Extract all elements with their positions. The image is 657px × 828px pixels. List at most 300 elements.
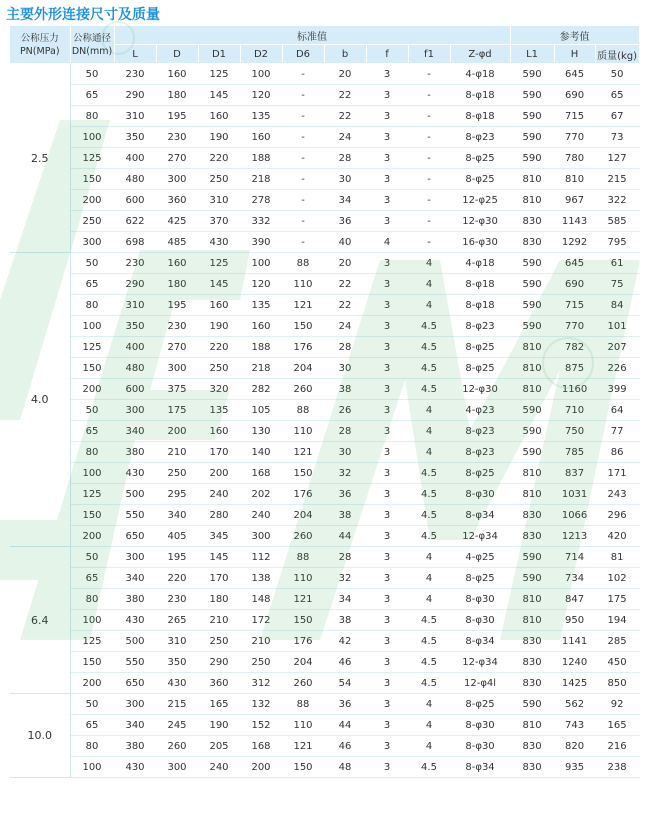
table-cell: 830 [510,757,554,778]
table-cell: 160 [156,253,198,274]
table-cell: 145 [198,85,240,106]
column-header: 质量(kg) [595,45,639,64]
table-cell: 715 [554,295,595,316]
table-row [10,295,639,316]
table-cell: 715 [554,106,595,127]
table-cell: 46 [324,736,366,757]
table-cell: 8-φ34 [450,631,510,652]
table-cell: 4 [408,400,450,421]
table-cell: 218 [240,169,282,190]
table-cell: 698 [114,232,156,253]
table-cell: 210 [240,631,282,652]
table-cell: 240 [198,484,240,505]
table-cell: 430 [156,673,198,694]
table-cell: 810 [510,484,554,505]
table-cell: 300 [156,169,198,190]
table-cell: 218 [240,358,282,379]
dn-cell: 200 [70,190,114,211]
table-cell: 22 [324,274,366,295]
table-cell: 1066 [554,505,595,526]
table-cell: 30 [324,358,366,379]
table-cell: 132 [240,694,282,715]
table-cell: 770 [554,316,595,337]
table-cell: 430 [114,757,156,778]
table-cell: 110 [282,421,324,442]
table-cell: 150 [282,757,324,778]
table-cell: 92 [595,694,639,715]
table-cell: 260 [156,736,198,757]
table-cell: 220 [156,568,198,589]
dn-cell: 125 [70,148,114,169]
column-header: f1 [408,45,450,64]
table-cell: 165 [595,715,639,736]
table-cell: 48 [324,757,366,778]
table-cell: 8-φ23 [450,442,510,463]
table-cell: 135 [240,106,282,127]
dn-cell: 65 [70,421,114,442]
table-cell: 1425 [554,673,595,694]
table-cell: 295 [156,484,198,505]
table-cell: 282 [240,379,282,400]
table-cell: 710 [554,400,595,421]
table-cell: 810 [510,589,554,610]
table-cell: 20 [324,253,366,274]
table-cell: 32 [324,568,366,589]
table-cell: 12-φ30 [450,379,510,400]
table-cell: 3 [366,316,408,337]
table-cell: 180 [156,274,198,295]
dn-cell: 65 [70,715,114,736]
table-cell: 205 [198,736,240,757]
table-row [10,715,639,736]
page-title: 主要外形连接尺寸及质量 [6,7,160,23]
table-cell: 195 [156,106,198,127]
table-cell: 300 [114,694,156,715]
table-cell: 150 [282,316,324,337]
table-cell: 4.5 [408,652,450,673]
table-cell: 61 [595,253,639,274]
table-cell: 8-φ25 [450,337,510,358]
table-cell: 101 [595,316,639,337]
table-cell: 110 [282,274,324,295]
table-row [10,568,639,589]
dn-cell: 250 [70,211,114,232]
table-cell: 165 [198,694,240,715]
table-cell: 300 [156,757,198,778]
table-cell: 176 [282,484,324,505]
table-cell: 230 [156,589,198,610]
table-cell: 46 [324,652,366,673]
table-cell: 4.5 [408,463,450,484]
table-cell: 400 [114,148,156,169]
table-cell: - [408,85,450,106]
table-cell: 250 [198,358,240,379]
table-cell: 175 [156,400,198,421]
table-cell: - [282,169,324,190]
table-cell: 194 [595,610,639,631]
table-cell: 590 [510,127,554,148]
table-cell: 88 [282,547,324,568]
table-cell: 480 [114,358,156,379]
table-cell: 22 [324,295,366,316]
table-row [10,358,639,379]
table-cell: 830 [510,652,554,673]
table-cell: 210 [198,610,240,631]
table-row [10,169,639,190]
dn-cell: 80 [70,295,114,316]
table-cell: 3 [366,652,408,673]
table-cell: 285 [595,631,639,652]
table-cell: 810 [510,358,554,379]
table-cell: 1031 [554,484,595,505]
table-cell: 8-φ34 [450,505,510,526]
table-cell: 204 [282,505,324,526]
table-cell: 127 [595,148,639,169]
table-cell: 380 [114,442,156,463]
dn-cell: 200 [70,673,114,694]
dn-cell: 100 [70,610,114,631]
table-cell: 4.5 [408,337,450,358]
table-cell: 4 [408,421,450,442]
pressure-cell: 6.4 [10,547,70,694]
table-cell: 734 [554,568,595,589]
table-cell: 3 [366,421,408,442]
table-cell: 24 [324,127,366,148]
table-cell: 12-φ25 [450,190,510,211]
table-cell: 590 [510,295,554,316]
table-cell: 430 [114,463,156,484]
table-cell: 400 [114,337,156,358]
table-cell: 810 [510,715,554,736]
table-cell: 4 [408,547,450,568]
table-cell: 3 [366,442,408,463]
table-cell: 30 [324,442,366,463]
table-cell: 8-φ25 [450,148,510,169]
table-cell: 1160 [554,379,595,400]
table-cell: 350 [114,127,156,148]
table-cell: 290 [114,274,156,295]
table-cell: 590 [510,253,554,274]
table-cell: 430 [114,610,156,631]
table-cell: 138 [240,568,282,589]
table-cell: - [282,232,324,253]
table-cell: 3 [366,190,408,211]
table-cell: 830 [510,211,554,232]
header-dn: 公称通径 DN(mm) [70,26,114,64]
table-cell: 622 [114,211,156,232]
table-cell: 340 [114,715,156,736]
table-cell: 270 [156,148,198,169]
table-cell: 215 [156,694,198,715]
dn-cell: 100 [70,463,114,484]
table-cell: 430 [198,232,240,253]
table-cell: 550 [114,505,156,526]
dn-cell: 50 [70,694,114,715]
table-cell: 12-φ4l [450,673,510,694]
table-cell: 4 [408,694,450,715]
table-cell: 830 [510,736,554,757]
table-cell: 112 [240,547,282,568]
table-cell: 770 [554,127,595,148]
table-cell: 3 [366,463,408,484]
table-cell: 8-φ25 [450,169,510,190]
dn-cell: 65 [70,568,114,589]
table-cell: 172 [240,610,282,631]
table-cell: 300 [156,358,198,379]
table-cell: 240 [240,505,282,526]
table-row [10,442,639,463]
table-cell: 8-φ30 [450,484,510,505]
table-cell: 8-φ23 [450,316,510,337]
table-cell: 830 [510,526,554,547]
table-cell: 88 [282,253,324,274]
table-cell: 600 [114,190,156,211]
table-cell: 780 [554,148,595,169]
table-row [10,379,639,400]
table-cell: 245 [156,715,198,736]
table-row [10,64,639,85]
table-cell: 8-φ18 [450,106,510,127]
table-cell: 278 [240,190,282,211]
table-cell: 4 [408,715,450,736]
table-cell: 3 [366,715,408,736]
table-cell: 3 [366,484,408,505]
table-cell: 3 [366,211,408,232]
table-cell: 152 [240,715,282,736]
table-cell: 77 [595,421,639,442]
table-cell: 714 [554,547,595,568]
table-cell: 360 [156,190,198,211]
table-cell: 88 [282,400,324,421]
table-cell: 585 [595,211,639,232]
table-cell: 3 [366,85,408,106]
table-row [10,211,639,232]
table-cell: 8-φ23 [450,127,510,148]
dn-cell: 50 [70,400,114,421]
table-cell: 4.5 [408,526,450,547]
dn-cell: 125 [70,337,114,358]
table-row [10,421,639,442]
table-cell: 590 [510,64,554,85]
table-cell: 88 [282,694,324,715]
table-cell: 207 [595,337,639,358]
table-cell: 210 [156,442,198,463]
table-cell: 28 [324,337,366,358]
table-cell: 332 [240,211,282,232]
table-cell: 160 [240,316,282,337]
table-cell: - [408,106,450,127]
table-cell: 243 [595,484,639,505]
table-cell: 312 [240,673,282,694]
table-cell: - [408,169,450,190]
table-cell: 260 [282,673,324,694]
table-cell: 188 [240,148,282,169]
table-cell: 86 [595,442,639,463]
dn-cell: 200 [70,526,114,547]
table-cell: - [282,106,324,127]
table-cell: 810 [510,190,554,211]
table-cell: 220 [198,337,240,358]
dn-cell: 65 [70,85,114,106]
table-cell: - [408,211,450,232]
table-row [10,148,639,169]
table-cell: 590 [510,316,554,337]
table-cell: 195 [156,547,198,568]
table-cell: 782 [554,337,595,358]
table-cell: 8-φ30 [450,610,510,631]
table-cell: 190 [198,316,240,337]
table-cell: 4.5 [408,757,450,778]
table-cell: 810 [510,610,554,631]
table-cell: 380 [114,589,156,610]
table-row [10,484,639,505]
table-cell: 200 [156,421,198,442]
table-cell: 204 [282,652,324,673]
table-cell: 8-φ18 [450,85,510,106]
table-cell: 135 [240,295,282,316]
table-cell: 34 [324,589,366,610]
table-cell: 4.5 [408,610,450,631]
table-cell: 645 [554,253,595,274]
table-cell: 176 [282,631,324,652]
table-cell: 3 [366,736,408,757]
table-cell: 120 [240,274,282,295]
dn-cell: 65 [70,274,114,295]
table-cell: 100 [240,253,282,274]
table-cell: - [408,148,450,169]
dn-cell: 80 [70,442,114,463]
table-cell: 65 [595,85,639,106]
table-cell: 150 [282,463,324,484]
table-cell: 4 [366,232,408,253]
table-row [10,274,639,295]
table-cell: 743 [554,715,595,736]
dn-cell: 200 [70,379,114,400]
table-cell: 230 [156,316,198,337]
table-cell: 380 [114,736,156,757]
dn-cell: 80 [70,106,114,127]
table-cell: 600 [114,379,156,400]
table-cell: 370 [198,211,240,232]
table-cell: 590 [510,421,554,442]
table-cell: - [282,85,324,106]
dn-cell: 50 [70,253,114,274]
table-cell: 590 [510,106,554,127]
table-cell: 202 [240,484,282,505]
table-cell: - [282,64,324,85]
table-cell: 20 [324,64,366,85]
table-cell: 260 [282,526,324,547]
table-cell: 375 [156,379,198,400]
header-standard-group: 标准值 [114,26,510,45]
dn-cell: 100 [70,127,114,148]
table-cell: 4-φ18 [450,64,510,85]
table-cell: 54 [324,673,366,694]
table-cell: 3 [366,169,408,190]
table-cell: 81 [595,547,639,568]
table-cell: 485 [156,232,198,253]
table-cell: 67 [595,106,639,127]
dimension-table [10,26,640,778]
pressure-cell: 10.0 [10,694,70,778]
column-header: D2 [240,45,282,64]
table-cell: - [282,211,324,232]
table-cell: 38 [324,505,366,526]
table-row [10,253,639,274]
table-cell: 44 [324,526,366,547]
table-cell: 3 [366,526,408,547]
table-row [10,316,639,337]
table-cell: 50 [595,64,639,85]
table-cell: 28 [324,148,366,169]
table-cell: 3 [366,274,408,295]
table-cell: 830 [510,505,554,526]
table-cell: 22 [324,106,366,127]
header-reference-group: 参考值 [510,26,639,45]
table-cell: 4 [408,568,450,589]
dn-cell: 150 [70,505,114,526]
header-pn: 公称压力 PN(MPa) [10,26,70,64]
table-cell: 110 [282,715,324,736]
table-cell: 3 [366,757,408,778]
table-row [10,631,639,652]
table-cell: 837 [554,463,595,484]
table-cell: 145 [198,274,240,295]
table-cell: 562 [554,694,595,715]
table-cell: 322 [595,190,639,211]
table-cell: 148 [240,589,282,610]
table-cell: 450 [595,652,639,673]
table-row [10,190,639,211]
table-cell: 830 [510,631,554,652]
column-header: Z-φd [450,45,510,64]
table-cell: 310 [156,631,198,652]
table-cell: 3 [366,148,408,169]
table-cell: 340 [114,421,156,442]
table-cell: 950 [554,610,595,631]
table-row [10,400,639,421]
table-cell: 967 [554,190,595,211]
dn-cell: 125 [70,631,114,652]
table-cell: 810 [510,463,554,484]
dn-cell: 300 [70,232,114,253]
table-cell: 4-φ23 [450,400,510,421]
table-row [10,652,639,673]
table-cell: 226 [595,358,639,379]
table-cell: 4 [408,274,450,295]
table-cell: 8-φ18 [450,295,510,316]
table-cell: 230 [114,64,156,85]
table-cell: 250 [198,169,240,190]
table-cell: 405 [156,526,198,547]
spec-table-wrapper [10,26,639,778]
table-cell: 3 [366,358,408,379]
table-cell: 28 [324,547,366,568]
table-cell: 216 [595,736,639,757]
table-cell: 8-φ18 [450,274,510,295]
table-cell: 220 [198,148,240,169]
table-cell: 290 [114,85,156,106]
column-header: b [324,45,366,64]
table-cell: 3 [366,610,408,631]
table-cell: 16-φ30 [450,232,510,253]
table-cell: 160 [198,295,240,316]
table-cell: 690 [554,274,595,295]
table-cell: 4 [408,442,450,463]
column-header: D1 [198,45,240,64]
table-cell: 238 [595,757,639,778]
table-cell: 1213 [554,526,595,547]
